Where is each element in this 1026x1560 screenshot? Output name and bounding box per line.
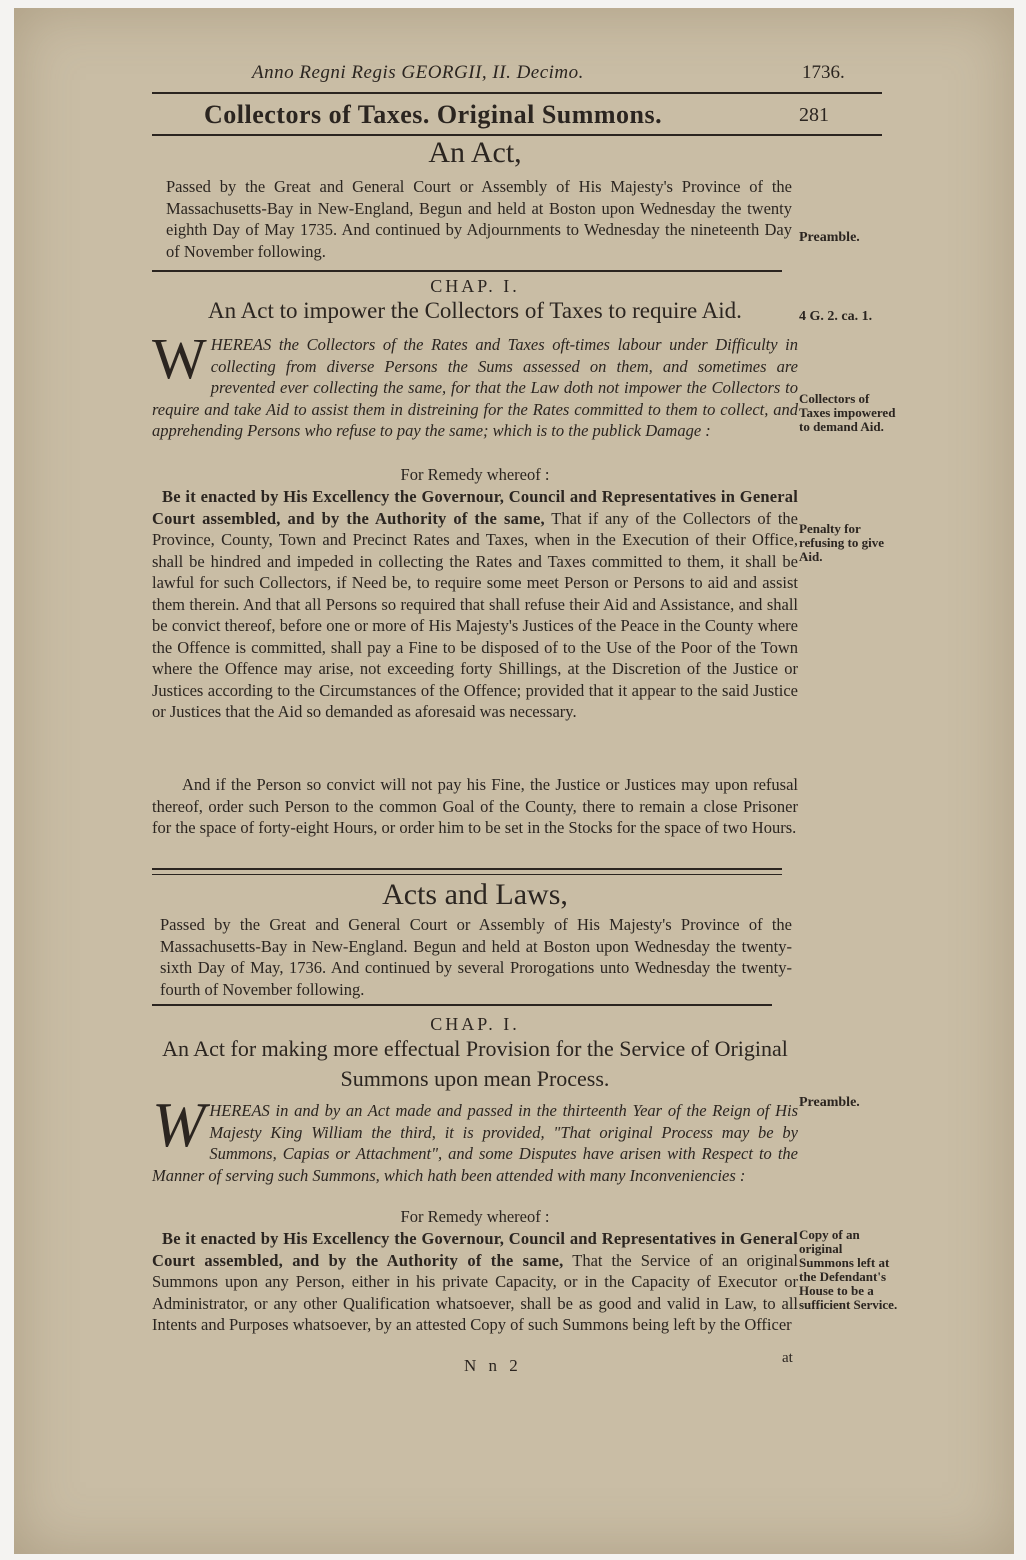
act2-enacting-clause: Be it enacted by His Excellency the Governour, Council and Representatives in General Court assembled, and by the Authority of the same, — [152, 1229, 798, 1270]
act2-dropcap: W — [152, 1089, 206, 1160]
act2-chap-title: An Act for making more effectual Provision for the Service of Original Summons upon mean Process. — [162, 1036, 788, 1091]
act1-preamble-text: HEREAS the Collectors of the Rates and Taxes oft-times labour under Difficulty in collecting from diverse Persons the Sums assessed on them, and sometimes are prevented ever collecting the same, for that the Law doth not impower the Collectors to require and take Aid to assist them in distreining for the Rates committed to them to collect, and apprehending Persons who refuse to pay the same; which is to the publick Damage : — [152, 335, 798, 440]
act2-preamble-text: HEREAS in and by an Act made and passed in the thirteenth Year of the Reign of His Majesty King William the third, it is provided, "That original Process may be by Summons, Capias or Attachment", and some Disputes have arisen with Respect to the Manner of serving such Summons, which hath been attended with many Inconveniencies : — [152, 1101, 798, 1185]
act1-rule — [152, 270, 782, 272]
act2-remedy: For Remedy whereof : — [400, 1207, 550, 1226]
act2-intro: Passed by the Great and General Court or Assembly of His Majesty's Province of the Massachusetts-Bay in New-England. Begun and held at Boston upon Wednesday the twenty-sixth Day of May, 1736. And continued by several Prorogations unto Wednesday the twenty-fourth of November following. — [160, 915, 792, 999]
act2-enacting-margin: Copy of an original Summons left at the Defendant's House to be a sufficient Service. — [799, 1227, 898, 1312]
act1-title: An Act, — [428, 136, 522, 169]
act2-enacting — [152, 1228, 798, 1336]
act1-preamble-margin: Collectors of Taxes impowered to demand Aid. — [799, 391, 896, 434]
running-head-left: Anno Regni Regis GEORGII, II. Decimo. — [252, 62, 584, 83]
running-head-year: 1736. — [802, 62, 845, 83]
act2-chap: CHAP. I. — [430, 1014, 520, 1034]
head-rule-top — [152, 92, 882, 94]
act2-title: Acts and Laws, — [382, 878, 568, 911]
act1-enacting-margin: Penalty for refusing to give Aid. — [799, 521, 884, 564]
page-number: 281 — [799, 104, 829, 126]
act1-intro-margin: Preamble. — [799, 230, 860, 245]
act2-rule — [152, 1004, 772, 1006]
act1-fine: And if the Person so convict will not pay his Fine, the Justice or Justices may upon refusal thereof, order such Person to the common Goal of the County, there to remain a close Prisoner for the space of forty-eight Hours, or order him to be set in the Stocks for the space of two Hours. — [152, 775, 798, 837]
signature-mark: N n 2 — [464, 1356, 522, 1375]
page-title: Collectors of Taxes. Original Summons. — [204, 100, 663, 129]
act1-remedy: For Remedy whereof : — [400, 465, 550, 484]
act1-enacting-body: That if any of the Collectors of the Province, County, Town and Precinct Rates and Taxes, when in the Execution of their Office, shall be hindred and impeded in collecting the Rates and Taxes committed to them, it shall be lawful for such Collectors, if Need be, to require some meet Person or Persons to aid and assist them therein. And that all Persons so required that shall refuse their Aid and Assistance, and shall be convict thereof, before one or more of His Majesty's Justices of the Peace in the County where the Offence is committed, shall pay a Fine to be disposed of to the Use of the Poor of the Town where the Offence may arise, not exceeding forty Shillings, at the Discretion of the Justice or Justices according to the Circumstances of the Offence; provided that it appear to the said Justice or Justices that the Aid so demanded as aforesaid was necessary. — [152, 508, 799, 721]
act2-preamble — [152, 1089, 798, 1186]
act1-dropcap: W — [152, 326, 207, 391]
act2-preamble-margin: Preamble. — [799, 1095, 860, 1110]
act1-enacting-clause: Be it enacted by His Excellency the Governour, Council and Representatives in General Court assembled, and by the Authority of the same, — [152, 487, 798, 528]
act1-chap: CHAP. I. — [430, 276, 520, 296]
act1-end-rule-thin — [152, 874, 782, 875]
act1-chap-title: An Act to impower the Collectors of Taxes to require Aid. — [208, 298, 742, 323]
act1-chap-margin: 4 G. 2. ca. 1. — [799, 309, 873, 324]
act2-enacting-body: That the Service of an original Summons upon any Person, either in his private Capacity, or in the Capacity of Executor or Administrator, or any other Qualification whatsoever, shall be as good and valid in Law, to all Intents and Purposes whatsoever, by an attested Copy of such Summons being left by the Officer — [152, 1250, 799, 1334]
act1-end-rule — [152, 868, 782, 870]
catchword: at — [782, 1350, 793, 1366]
act1-intro: Passed by the Great and General Court or Assembly of His Majesty's Province of the Massachusetts-Bay in New-England, Begun and held at Boston upon Wednesday the twenty eighth Day of May 1735. And continued by Adjournments to Wednesday the nineteenth Day of November following. — [166, 177, 792, 261]
document-page — [14, 8, 1014, 1554]
act1-preamble — [152, 326, 798, 442]
act1-enacting — [152, 486, 798, 723]
